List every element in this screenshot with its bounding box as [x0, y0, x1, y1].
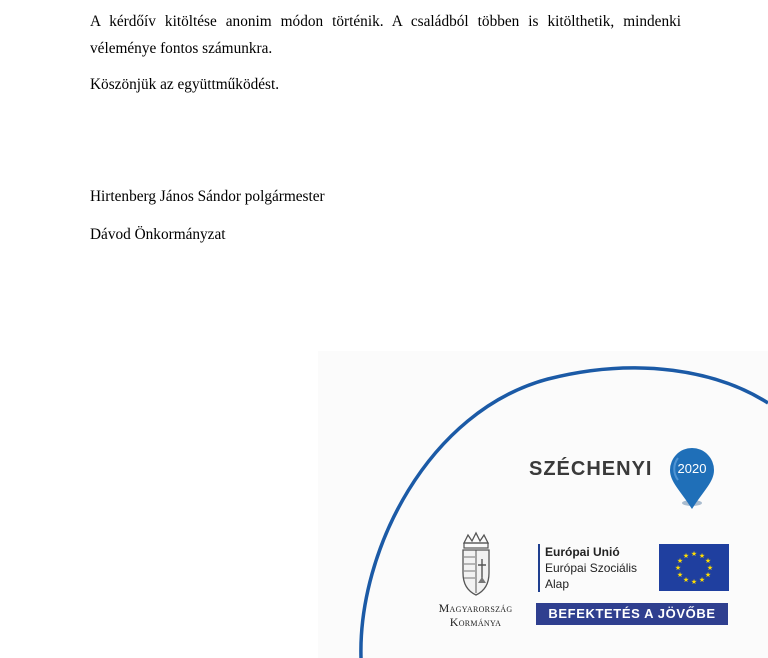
- svg-text:★: ★: [676, 557, 684, 565]
- government-name: [423, 601, 528, 629]
- svg-text:★: ★: [676, 571, 684, 579]
- investment-slogan: BEFEKTETÉS A JÖVŐBE: [536, 603, 728, 625]
- svg-text:★: ★: [698, 576, 706, 584]
- svg-text:★: ★: [690, 550, 698, 558]
- svg-text:★: ★: [706, 564, 714, 572]
- eu-divider: [538, 544, 540, 592]
- coat-of-arms-icon: [458, 531, 494, 597]
- funding-banner: [318, 351, 768, 658]
- svg-text:★: ★: [704, 571, 712, 579]
- eu-title: Európai Unió: [545, 545, 620, 559]
- signature-organization: Dávod Önkormányzat: [90, 226, 226, 243]
- letter-paragraph-anonymity: A kérdőív kitöltése anonim módon történik. A családból többen is kitölthetik, mindenki véleménye fontos számunkra.: [90, 13, 681, 57]
- government-name-line1: Magyarország: [438, 601, 513, 615]
- signature-name: Hirtenberg János Sándor polgármester: [90, 188, 325, 205]
- svg-text:★: ★: [704, 557, 712, 565]
- eu-fund-line2: Alap: [545, 577, 570, 591]
- svg-text:★: ★: [690, 578, 698, 586]
- eu-fund-text: [545, 544, 637, 592]
- program-name: SZÉCHENYI: [529, 458, 653, 480]
- eu-fund-line1: Európai Szociális: [545, 561, 638, 575]
- svg-text:★: ★: [682, 576, 690, 584]
- letter-paragraph-thanks: Köszönjük az együttműködést.: [90, 76, 280, 93]
- location-pin-icon: [668, 446, 716, 512]
- eu-flag-icon: [659, 544, 729, 591]
- svg-text:★: ★: [674, 564, 682, 572]
- svg-text:★: ★: [698, 552, 706, 560]
- program-year: 2020: [677, 461, 707, 476]
- svg-text:★: ★: [682, 552, 690, 560]
- government-name-line2: Kormánya: [449, 615, 502, 629]
